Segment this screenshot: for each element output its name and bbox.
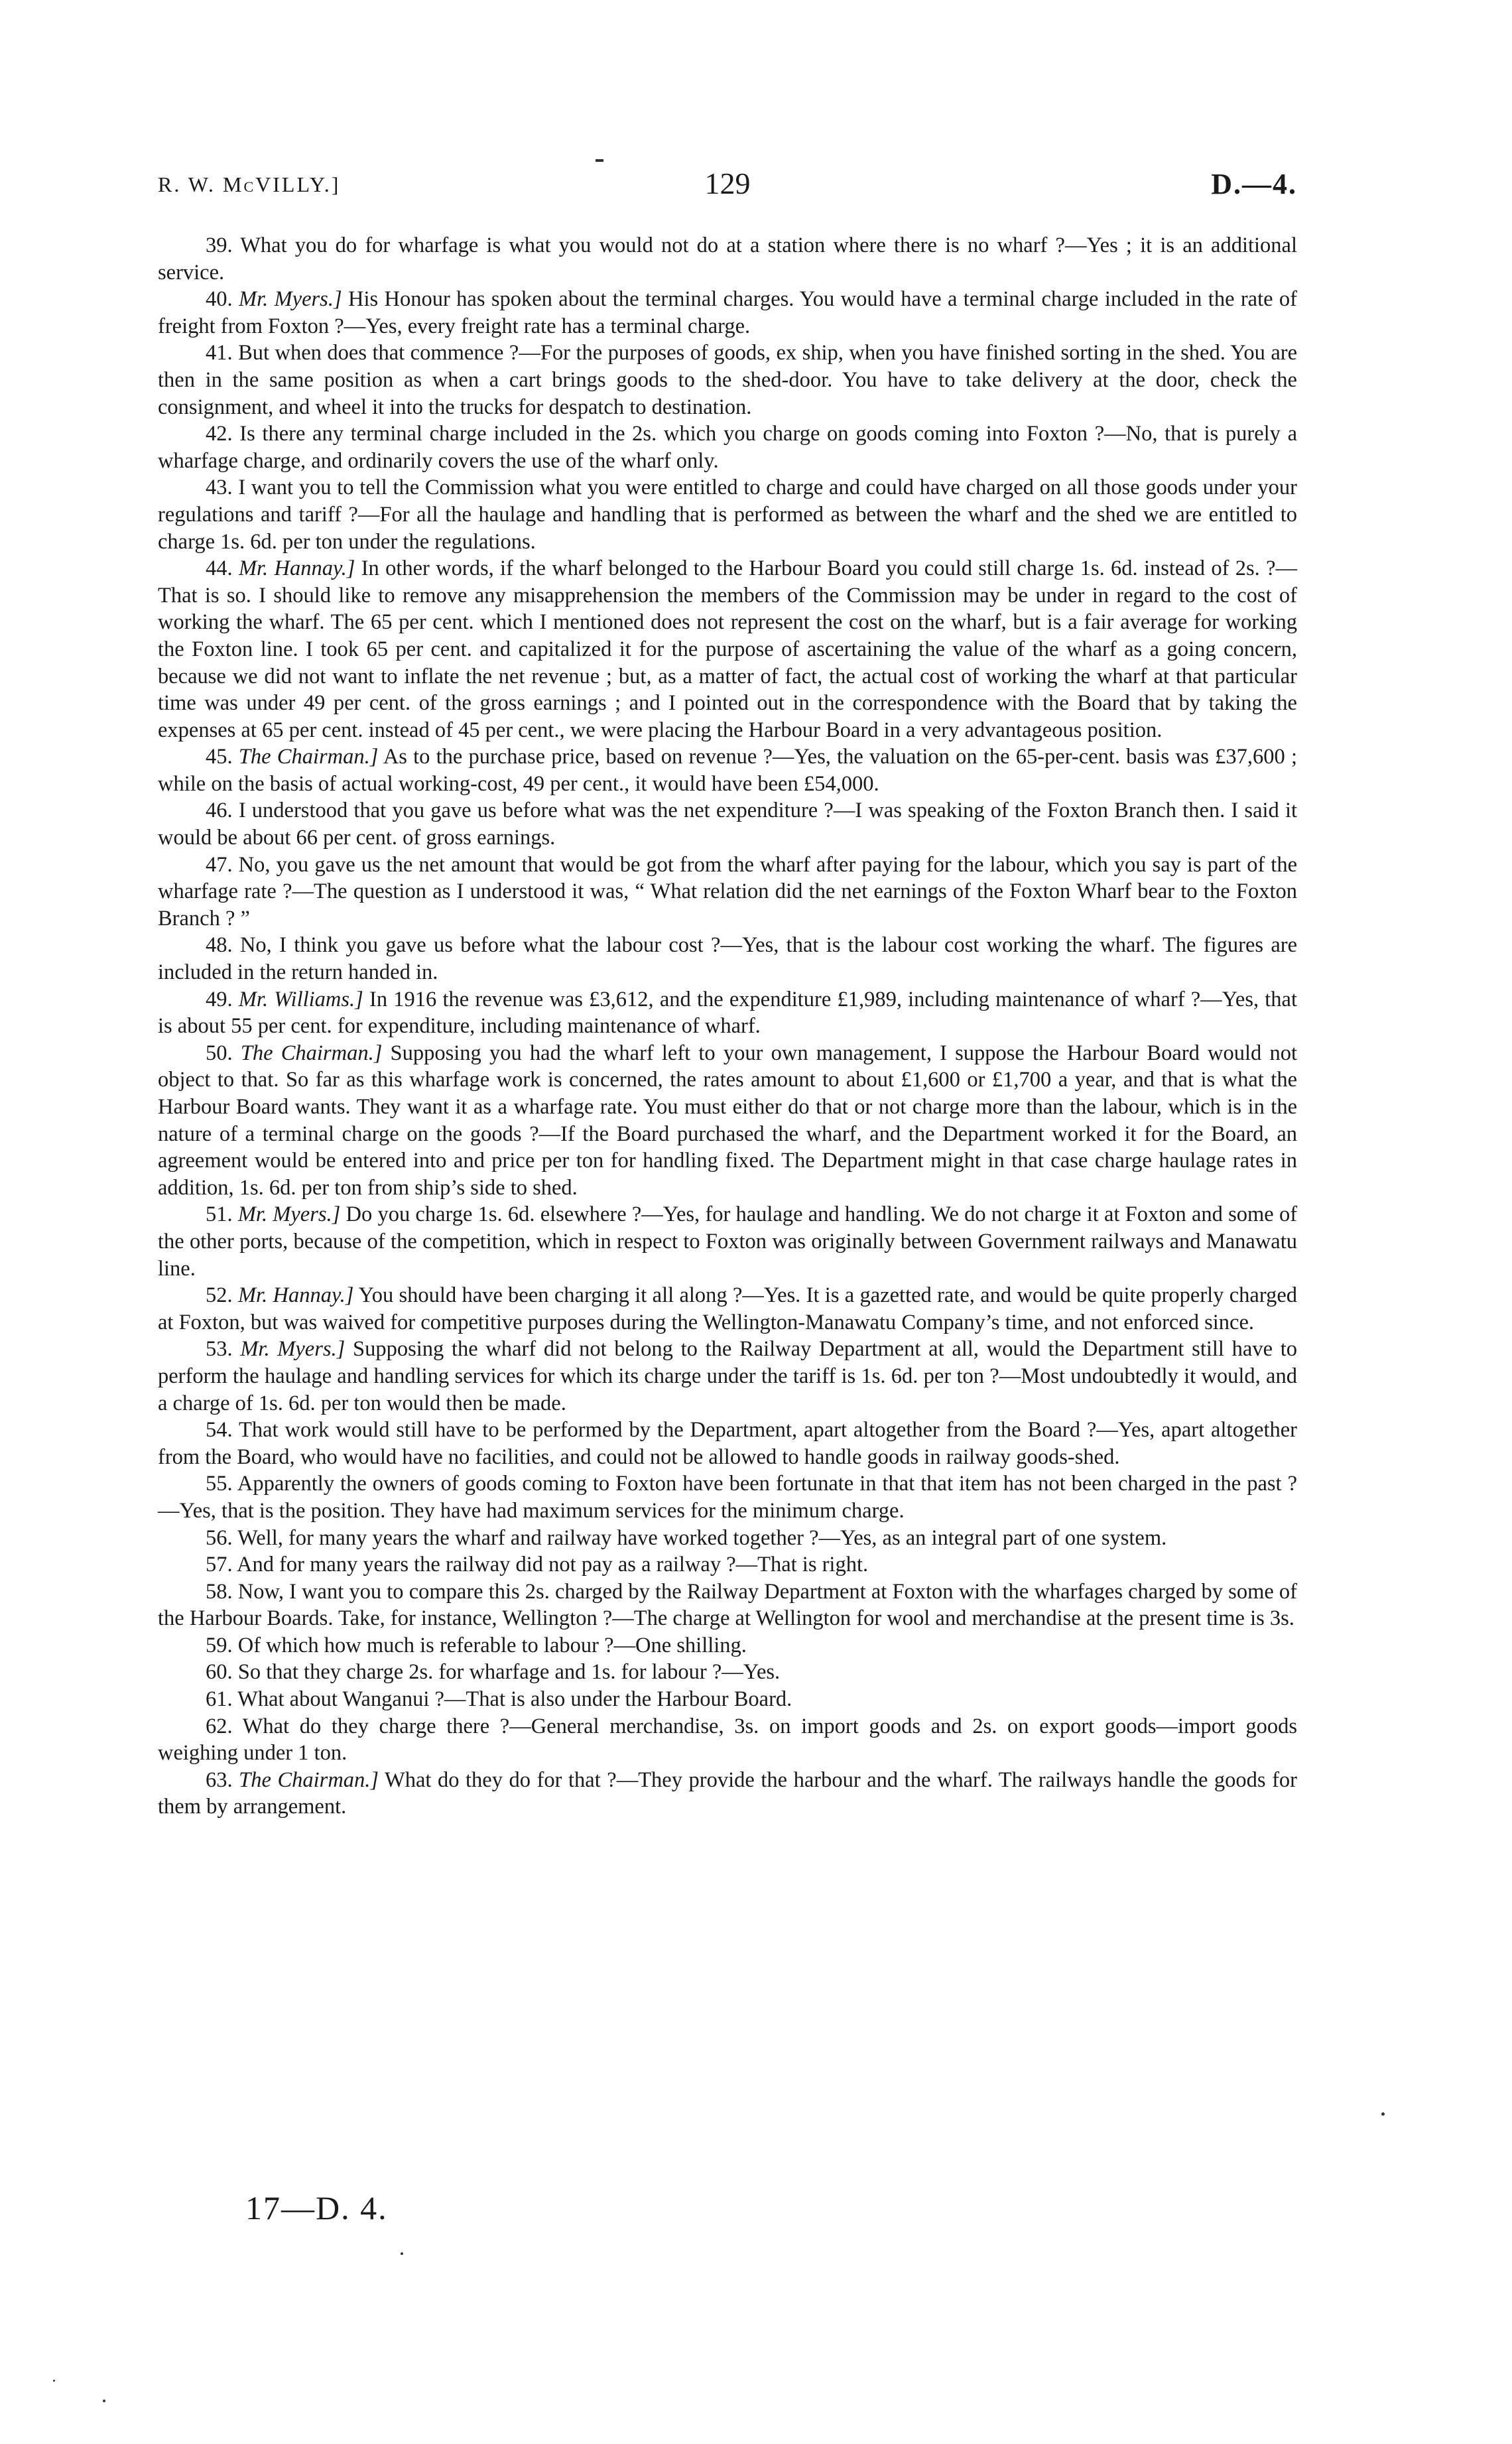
testimony-text: Well, for many years the wharf and railway have worked together ?—Yes, as an integral part of one system. [237,1525,1167,1550]
testimony-text: I understood that you gave us before what was the net expenditure ?—I was speaking of the Foxton Branch then. I said it would be about 66 per cent. of gross earnings. [158,799,1298,850]
testimony-text: No, I think you gave us before what the labour cost ?—Yes, that is the labour cost working the wharf. The figures are included in the return handed in. [158,933,1298,985]
speaker-label: The Chairman.] [238,745,379,769]
qa-paragraph [158,1659,1297,1686]
testimony-text: Of which how much is referable to labour ?—One shilling. [237,1633,747,1657]
qa-paragraph [158,1632,1297,1659]
qa-paragraph [158,286,1297,340]
running-head [158,167,1297,214]
question-number: 55. [206,1472,233,1496]
question-number: 54. [206,1418,233,1443]
qa-paragraph [158,1551,1297,1578]
document-code: D.—4. [1211,168,1297,200]
question-number: 63. [206,1768,233,1792]
question-number: 40. [206,287,233,312]
qa-paragraph [158,743,1297,797]
testimony-text: So that they charge 2s. for wharfage and 1s. for labour ?—Yes. [237,1660,781,1685]
qa-paragraph [158,420,1297,474]
question-number: 41. [206,341,233,365]
speaker-label: Mr. Myers.] [239,287,342,312]
question-number: 48. [206,933,233,958]
question-number: 59. [206,1633,233,1657]
speaker-label: Mr. Hannay.] [237,1283,354,1308]
page-number: 129 [704,166,751,200]
testimony-text: But when does that commence ?—For the purposes of goods, ex ship, when you have finished sorting in the shed. You are then in the same position as when a cart brings goods to the shed-door. You have to take delivery at the door, check the consignment, and wheel it into the trucks for despatch to destination. [158,341,1297,419]
qa-paragraph [158,986,1297,1040]
question-number: 39. [206,233,233,257]
qa-paragraph [158,1686,1297,1713]
qa-paragraph [158,852,1297,933]
qa-paragraph [158,232,1297,286]
speaker-label: Mr. Williams.] [238,987,363,1011]
speaker-label: The Chairman.] [240,1041,383,1065]
question-number: 61. [206,1687,233,1712]
question-number: 47. [206,852,233,877]
question-number: 57. [206,1553,233,1577]
testimony-text: What you do for wharfage is what you would not do at a station where there is no wharf ?—Yes ; it is an additional service. [158,233,1298,285]
qa-paragraph [158,932,1297,986]
qa-paragraph [158,1336,1297,1417]
question-number: 51. [206,1202,233,1227]
speaker-label: The Chairman.] [239,1768,379,1792]
witness-name: R. W. McVILLY.] [158,172,341,196]
question-number: 53. [206,1337,233,1362]
testimony-text: I want you to tell the Commission what you were entitled to charge and could have charged on all those goods under your regulations and tariff ?—For all the haulage and handling that is performed as between the wharf and the shed we are entitled to charge 1s. 6d. per ton under the regulations. [158,476,1297,554]
testimony-body [158,232,1297,1821]
qa-paragraph [158,797,1297,851]
question-number: 45. [206,745,233,769]
question-number: 52. [206,1283,233,1308]
testimony-text: Do you charge 1s. 6d. elsewhere ?—Yes, for haulage and handling. We do not charge it at Foxton and some of the other ports, because of the competition, which in respect to Foxton was originally between Government railways and Manawatu line. [158,1202,1298,1281]
testimony-text: No, you gave us the net amount that would be got from the wharf after paying for the labour, which you say is part of the wharfage rate ?—The question as I understood it was, “ What relation did the net earnings of the Foxton Wharf bear to the Foxton Branch ? ” [158,852,1298,931]
qa-paragraph [158,1713,1297,1767]
qa-paragraph [158,340,1297,420]
testimony-text: What about Wanganui ?—That is also under the Harbour Board. [237,1687,792,1712]
testimony-text: Is there any terminal charge included in the 2s. which you charge on goods coming into Foxton ?—No, that is purely a wharfage charge, and ordinarily covers the use of the wharf only. [158,422,1297,473]
qa-paragraph [158,555,1297,743]
qa-paragraph [158,1417,1297,1470]
question-number: 58. [206,1579,233,1604]
question-number: 62. [206,1714,233,1738]
testimony-text: What do they do for that ?—They provide the harbour and the wharf. The railways handle the goods for them by arrangement. [158,1768,1298,1819]
question-number: 46. [206,799,233,823]
qa-paragraph [158,1525,1297,1552]
testimony-text: Supposing the wharf did not belong to the Railway Department at all, would the Department still have to perform the haulage and handling services for which its charge under the tariff is 1s. 6d. per ton ?—Most undoubtedly it would, and a charge of 1s. 6d. per ton would then be made. [158,1337,1298,1415]
testimony-text: You should have been charging it all along ?—Yes. It is a gazetted rate, and would be quite properly charged at Foxton, but was waived for competitive purposes during the Wellington-Manawatu Company’s time, and not enforced since. [158,1283,1297,1334]
scan-speck [401,2252,403,2255]
question-number: 43. [206,476,233,500]
testimony-text: In 1916 the revenue was £3,612, and the expenditure £1,989, including maintenance of wharf ?—Yes, that is about 55 per cent. for expenditure, including maintenance of wharf. [158,987,1298,1039]
testimony-text: In other words, if the wharf belonged to the Harbour Board you could still charge 1s. 6d. instead of 2s. ?—That is so. I should like to remove any misapprehension the members of the Commission may be under in regard to the cost of working the wharf. The 65 per cent. which I mentioned does not represent the cost on the wharf, but is a fair average for working the Foxton line. I took 65 per cent. and capitalized it for the purpose of ascertaining the value of the wharf as a going concern, because we did not want to inflate the net revenue ; but, as a matter of fact, the actual cost of working the wharf at that particular time was under 49 per cent. of the gross earnings ; and I pointed out in the correspondence with the Board that by taking the expenses at 65 per cent. instead of 45 per cent., we were placing the Harbour Board in a very advantageous position. [158,556,1297,742]
qa-paragraph [158,1767,1297,1821]
question-number: 49. [206,987,233,1011]
speaker-label: Mr. Myers.] [240,1337,346,1362]
question-number: 42. [206,422,233,446]
testimony-text: What do they charge there ?—General merchandise, 3s. on import goods and 2s. on export goods—import goods weighing under 1 ton. [158,1714,1297,1766]
qa-paragraph [158,1040,1297,1202]
scan-speck [53,2380,55,2382]
testimony-text: Supposing you had the wharf left to your own management, I suppose the Harbour Board would not object to that. So far as this wharfage work is concerned, the rates amount to about £1,600 or £1,700 a year, and that is what the Harbour Board wants. They want it as a wharfage rate. You must either do that or not charge more than the labour, which is in the nature of a terminal charge on the goods ?—If the Board purchased the wharf, and the Department worked it for the Board, an agreement would be entered into and price per ton for handling fixed. The Department might in that case charge haulage rates in addition, 1s. 6d. per ton from ship’s side to shed. [158,1041,1297,1200]
testimony-text: His Honour has spoken about the terminal charges. You would have a terminal charge included in the rate of freight from Foxton ?—Yes, every freight rate has a terminal charge. [158,287,1298,338]
testimony-text: As to the purchase price, based on revenue ?—Yes, the valuation on the 65-per-cent. basis was £37,600 ; while on the basis of actual working-cost, 49 per cent., it would have been £54,000. [158,745,1298,796]
speaker-label: Mr. Myers.] [237,1202,341,1227]
qa-paragraph [158,474,1297,555]
question-number: 56. [206,1525,233,1550]
scan-speck [1381,2112,1385,2116]
testimony-text: That work would still have to be performed by the Department, apart altogether from the Board ?—Yes, apart altogether from the Board, who would have no facilities, and could not be allowed to handle goods in railway goods-shed. [158,1418,1297,1469]
testimony-text: Apparently the owners of goods coming to Foxton have been fortunate in that that item has not been charged in the past ?—Yes, that is the position. They have had maximum services for the minimum charge. [158,1472,1297,1523]
qa-paragraph [158,1578,1297,1632]
question-number: 50. [206,1041,233,1065]
speaker-label: Mr. Hannay.] [238,556,355,581]
signature-mark: 17—D. 4. [245,2189,388,2226]
testimony-text: And for many years the railway did not pay as a railway ?—That is right. [236,1553,869,1577]
qa-paragraph [158,1201,1297,1282]
testimony-text: Now, I want you to compare this 2s. charged by the Railway Department at Foxton with the wharfages charged by some of the Harbour Boards. Take, for instance, Wellington ?—The charge at Wellington for wool and merchandise at the present time is 3s. [158,1579,1297,1631]
question-number: 44. [206,556,233,581]
qa-paragraph [158,1282,1297,1336]
qa-paragraph [158,1470,1297,1524]
scan-speck [103,2400,105,2402]
top-dash-mark [596,159,603,162]
question-number: 60. [206,1660,233,1685]
